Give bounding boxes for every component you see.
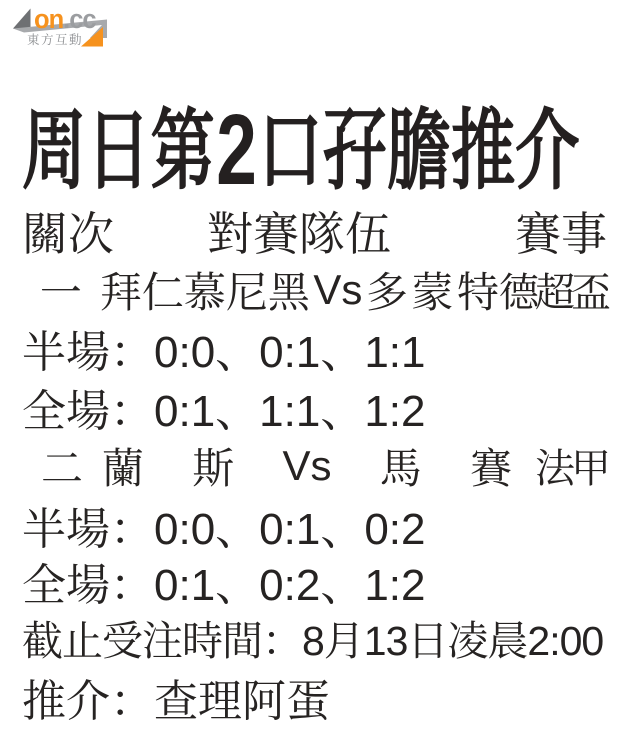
match-1-vs-label: Vs [313,265,363,313]
page-title [22,94,580,206]
match-1-away-team-char: 特 [456,268,499,316]
logo-brand-cc: .cc [63,6,96,34]
match-2-full-time-scores: 全場：0:1、0:2、1:2 [22,560,426,610]
tipster-text: 推介：查理阿蛋 [22,676,330,726]
match-2-competition: 法甲 [535,447,607,491]
match-1-home-team: 拜仁慕尼黑 [99,268,310,316]
match-2-half-time-line [22,497,607,552]
match-1-full-time-line [22,379,607,434]
match-2-away-team-char: 賽 [469,444,512,492]
tipster-line [22,669,607,724]
logo-brand-on: on [34,6,64,34]
betting-cutoff-text: 截止受注時間：8月13日凌晨2:00 [22,618,604,664]
match-2-teams [102,436,512,496]
match-1-away-team-char: 蒙 [411,268,454,316]
logo-arrow-icon [13,9,31,29]
match-2-round: 二 [40,444,83,492]
match-1-full-time-scores: 全場：0:1、1:1、1:2 [22,386,426,436]
page-title-suffix: 口孖膽推介 [258,98,580,202]
page-title-prefix: 周日第 [22,98,215,202]
header-competition: 賽事 [515,207,607,260]
match-2-half-time-scores: 半場：0:0、0:1、0:2 [22,504,426,554]
match-1-row [22,262,607,317]
oncc-logo [8,2,108,48]
match-1-teams [100,260,499,320]
match-2-vs-label: Vs [282,441,332,489]
betting-cutoff-line [22,610,607,665]
match-1-half-time-scores: 半場：0:0、0:1、1:1 [22,327,426,377]
match-1-away-team-char: 多 [365,268,408,316]
match-2-row [22,438,607,493]
svg-text:on.cc [34,6,96,34]
page-title-number: 2 [216,94,257,206]
match-1-half-time-line [22,320,607,375]
header-round: 關次 [22,207,114,260]
match-2-full-time-line [22,553,607,608]
logo-tagline: 東方互動 [27,33,84,47]
match-2-home-team-char: 蘭 [102,444,145,492]
match-1-competition: 德超盃 [499,271,607,315]
header-teams: 對賽隊伍 [207,207,391,260]
match-1-round: 一 [39,268,82,316]
table-header-row [22,203,607,258]
match-2-home-team-char: 斯 [192,444,235,492]
match-2-away-team-char: 馬 [379,444,422,492]
